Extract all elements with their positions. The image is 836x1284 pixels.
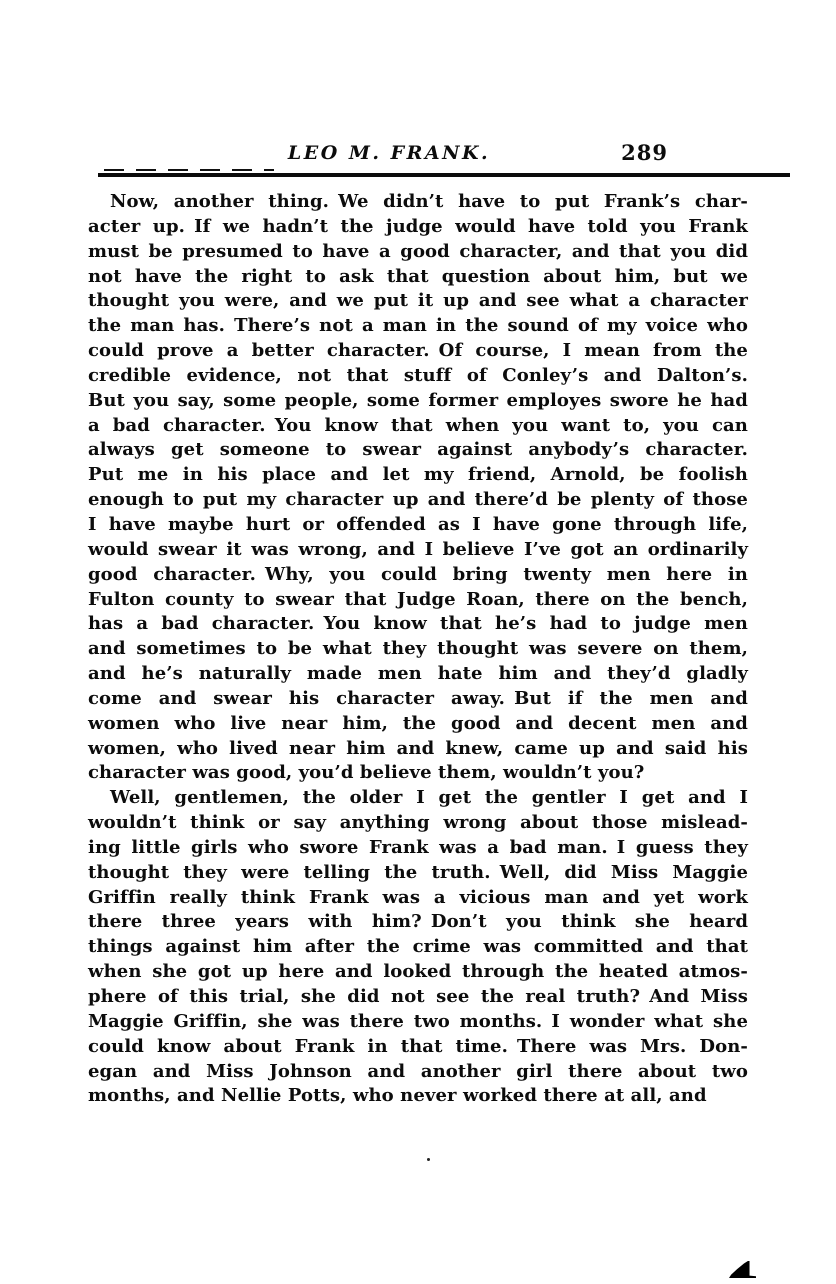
text-line: thought you were, and we put it up and see what a character <box>88 290 748 312</box>
text-line: must be presumed to have a good character, and that you did <box>88 240 748 262</box>
text-line: Put me in his place and let my friend, Arnold, be foolish <box>88 464 748 486</box>
text-line: always get someone to swear against anybody’s character. <box>88 439 748 461</box>
text-line: Now, another thing. We didn’t have to put Frank’s char- <box>110 191 748 212</box>
paragraph-1 <box>88 190 748 786</box>
text-line: Fulton county to swear that Judge Roan, there on the bench, <box>88 588 748 610</box>
text-line: women who live near him, the good and decent men and <box>88 712 748 734</box>
ink-speckle-artifact <box>427 1158 430 1161</box>
text-line: Well, gentlemen, the older I get the gentler I get and I <box>110 787 748 809</box>
text-line: not have the right to ask that question about him, but we <box>88 265 748 287</box>
text-line: phere of this trial, she did not see the real truth? And Miss <box>88 986 748 1007</box>
ink-smudge-artifact <box>729 1261 756 1278</box>
text-line: good character. Why, you could bring twenty men here in <box>88 563 748 585</box>
text-line: there three years with him? Don’t you think she heard <box>88 911 748 933</box>
text-line: thought they were telling the truth. Well, did Miss Maggie <box>88 861 748 883</box>
text-line: I have maybe hurt or offended as I have gone through life, <box>88 513 748 535</box>
text-line: could prove a better character. Of course, I mean from the <box>88 340 748 362</box>
text-line: credible evidence, not that stuff of Conley’s and Dalton’s. <box>88 364 748 386</box>
text-line: things against him after the crime was committed and that <box>88 936 748 958</box>
text-block <box>88 190 748 1109</box>
text-line: wouldn’t think or say anything wrong about those mislead- <box>88 812 748 834</box>
text-line: Griffin really think Frank was a vicious man and yet work <box>88 886 748 908</box>
text-line: could know about Frank in that time. There was Mrs. Don- <box>88 1035 748 1057</box>
text-line: the man has. There’s not a man in the sound of my voice who <box>88 315 748 337</box>
text-line: acter up. If we hadn’t the judge would have told you Frank <box>88 215 748 237</box>
text-line: enough to put my character up and there’d be plenty of those <box>88 489 748 511</box>
text-line: when she got up here and looked through the heated atmos- <box>88 961 748 983</box>
text-line: Maggie Griffin, she was there two months. I wonder what she <box>88 1010 748 1032</box>
text-line: But you say, some people, some former employes swore he had <box>88 389 748 411</box>
text-line: has a bad character. You know that he’s had to judge men <box>88 613 748 635</box>
text-line: character was good, you’d believe them, wouldn’t you? <box>88 762 645 784</box>
text-line: egan and Miss Johnson and another girl there about two <box>88 1060 748 1082</box>
header-rule <box>98 173 790 177</box>
text-line: ing little girls who swore Frank was a bad man. I guess they <box>88 836 748 858</box>
text-line: women, who lived near him and knew, came up and said his <box>88 737 748 759</box>
text-line: and sometimes to be what they thought was severe on them, <box>88 638 748 660</box>
paragraph-2 <box>88 786 748 1109</box>
text-line: and he’s naturally made men hate him and they’d gladly <box>88 663 748 685</box>
text-line: months, and Nellie Potts, who never worked there at all, and <box>88 1085 707 1107</box>
text-line: a bad character. You know that when you want to, you can <box>88 414 748 436</box>
page-number: 289 <box>621 140 668 165</box>
text-line: would swear it was wrong, and I believe I’ve got an ordinarily <box>88 538 748 560</box>
text-line: come and swear his character away. But if the men and <box>88 687 748 709</box>
page-title: LEO M. FRANK. <box>287 142 491 164</box>
